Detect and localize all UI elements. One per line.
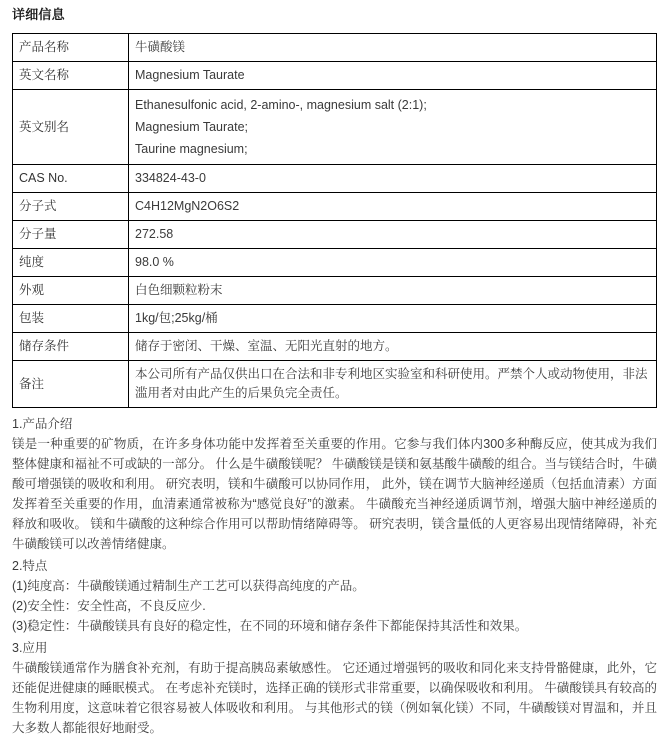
spec-table-container — [12, 33, 657, 408]
feature-item-stability: (3)稳定性：牛磺酸镁具有良好的稳定性，在不同的环境和储存条件下都能保持其活性和效果。 — [12, 619, 528, 633]
article-body — [12, 414, 657, 738]
spec-value-remark: 本公司所有产品仅供出口在合法和非专利地区实验室和科研使用。严禁个人或动物使用，非法滥用者对由此产生的后果负完全责任。 — [129, 361, 657, 408]
spec-value-appearance: 白色细颗粒粉末 — [129, 277, 657, 305]
spec-label-molecular-weight: 分子量 — [13, 221, 129, 249]
table-row — [13, 361, 657, 408]
spec-label-purity: 纯度 — [13, 249, 129, 277]
spec-label-appearance: 外观 — [13, 277, 129, 305]
spec-value-packaging: 1kg/包;25kg/桶 — [129, 305, 657, 333]
section-heading-application: 3.应用 — [12, 641, 48, 655]
table-row — [13, 165, 657, 193]
table-row — [13, 333, 657, 361]
spec-value-cas-no: 334824-43-0 — [129, 165, 657, 193]
spec-value-molecular-formula: C4H12MgN2O6S2 — [129, 193, 657, 221]
spec-value-english-name: Magnesium Taurate — [129, 62, 657, 90]
table-row — [13, 221, 657, 249]
product-spec-table — [12, 33, 657, 408]
spec-label-cas-no: CAS No. — [13, 165, 129, 193]
spec-label-remark: 备注 — [13, 361, 129, 408]
section-heading-features: 2.特点 — [12, 559, 48, 573]
spec-table-body — [13, 34, 657, 408]
feature-item-purity: (1)纯度高：牛磺酸镁通过精制生产工艺可以获得高纯度的产品。 — [12, 579, 365, 593]
spec-label-product-name: 产品名称 — [13, 34, 129, 62]
spec-label-storage: 储存条件 — [13, 333, 129, 361]
table-row — [13, 34, 657, 62]
table-row — [13, 193, 657, 221]
table-row — [13, 62, 657, 90]
section-paragraph-introduction: 镁是一种重要的矿物质，在许多身体功能中发挥着至关重要的作用。它参与我们体内300多种酶反应，使其成为我们整体健康和福祉不可或缺的一部分。 什么是牛磺酸镁呢？ 牛磺酸镁是镁和氨基酸牛磺酸的组合。当与镁结合时，牛磺酸可增强镁的吸收和利用。 研究表明，镁和牛磺酸可以协同作用， 此外，镁在调节大脑神经递质（包括血清素）方面发挥着至关重要的作用，血清素通常被称为“感觉良好”的激素。 牛磺酸充当神经递质调节剂，增强大脑中神经递质的释放和吸收。 镁和牛磺酸的这种综合作用可以帮助情绪障碍等。 研究表明，镁含量低的人更容易出现情绪障碍，补充牛磺酸镁可以改善情绪健康。 — [12, 437, 657, 551]
alias-line-2: Magnesium Taurate; — [135, 120, 249, 134]
feature-item-safety: (2)安全性：安全性高，不良反应少. — [12, 599, 206, 613]
alias-line-3: Taurine magnesium; — [135, 142, 248, 156]
page-title: 详细信息 — [12, 7, 65, 22]
section-paragraph-application: 牛磺酸镁通常作为膳食补充剂，有助于提高胰岛素敏感性。 它还通过增强钙的吸收和同化来支持骨骼健康，此外，它还能促进健康的睡眠模式。 在考虑补充镁时，选择正确的镁形式非常重要，以确保吸收和利用。 牛磺酸镁具有较高的生物利用度，这意味着它很容易被人体吸收和利用。 与其他形式的镁（例如氧化镁）不同，牛磺酸镁对胃温和，并且大多数人都能很好地耐受。 — [12, 661, 657, 735]
table-row — [13, 277, 657, 305]
section-heading-introduction: 1.产品介绍 — [12, 417, 73, 431]
alias-line-1: Ethanesulfonic acid, 2-amino-, magnesium salt (2:1); — [135, 98, 427, 112]
spec-value-english-alias — [129, 90, 657, 165]
table-row — [13, 249, 657, 277]
spec-value-molecular-weight: 272.58 — [129, 221, 657, 249]
spec-value-product-name: 牛磺酸镁 — [129, 34, 657, 62]
spec-label-english-alias: 英文别名 — [13, 90, 129, 165]
spec-label-packaging: 包装 — [13, 305, 129, 333]
table-row — [13, 90, 657, 165]
table-row — [13, 305, 657, 333]
spec-label-molecular-formula: 分子式 — [13, 193, 129, 221]
spec-label-english-name: 英文名称 — [13, 62, 129, 90]
product-detail-page — [0, 6, 669, 738]
spec-value-storage: 储存于密闭、干燥、室温、无阳光直射的地方。 — [129, 333, 657, 361]
spec-value-purity: 98.0 % — [129, 249, 657, 277]
